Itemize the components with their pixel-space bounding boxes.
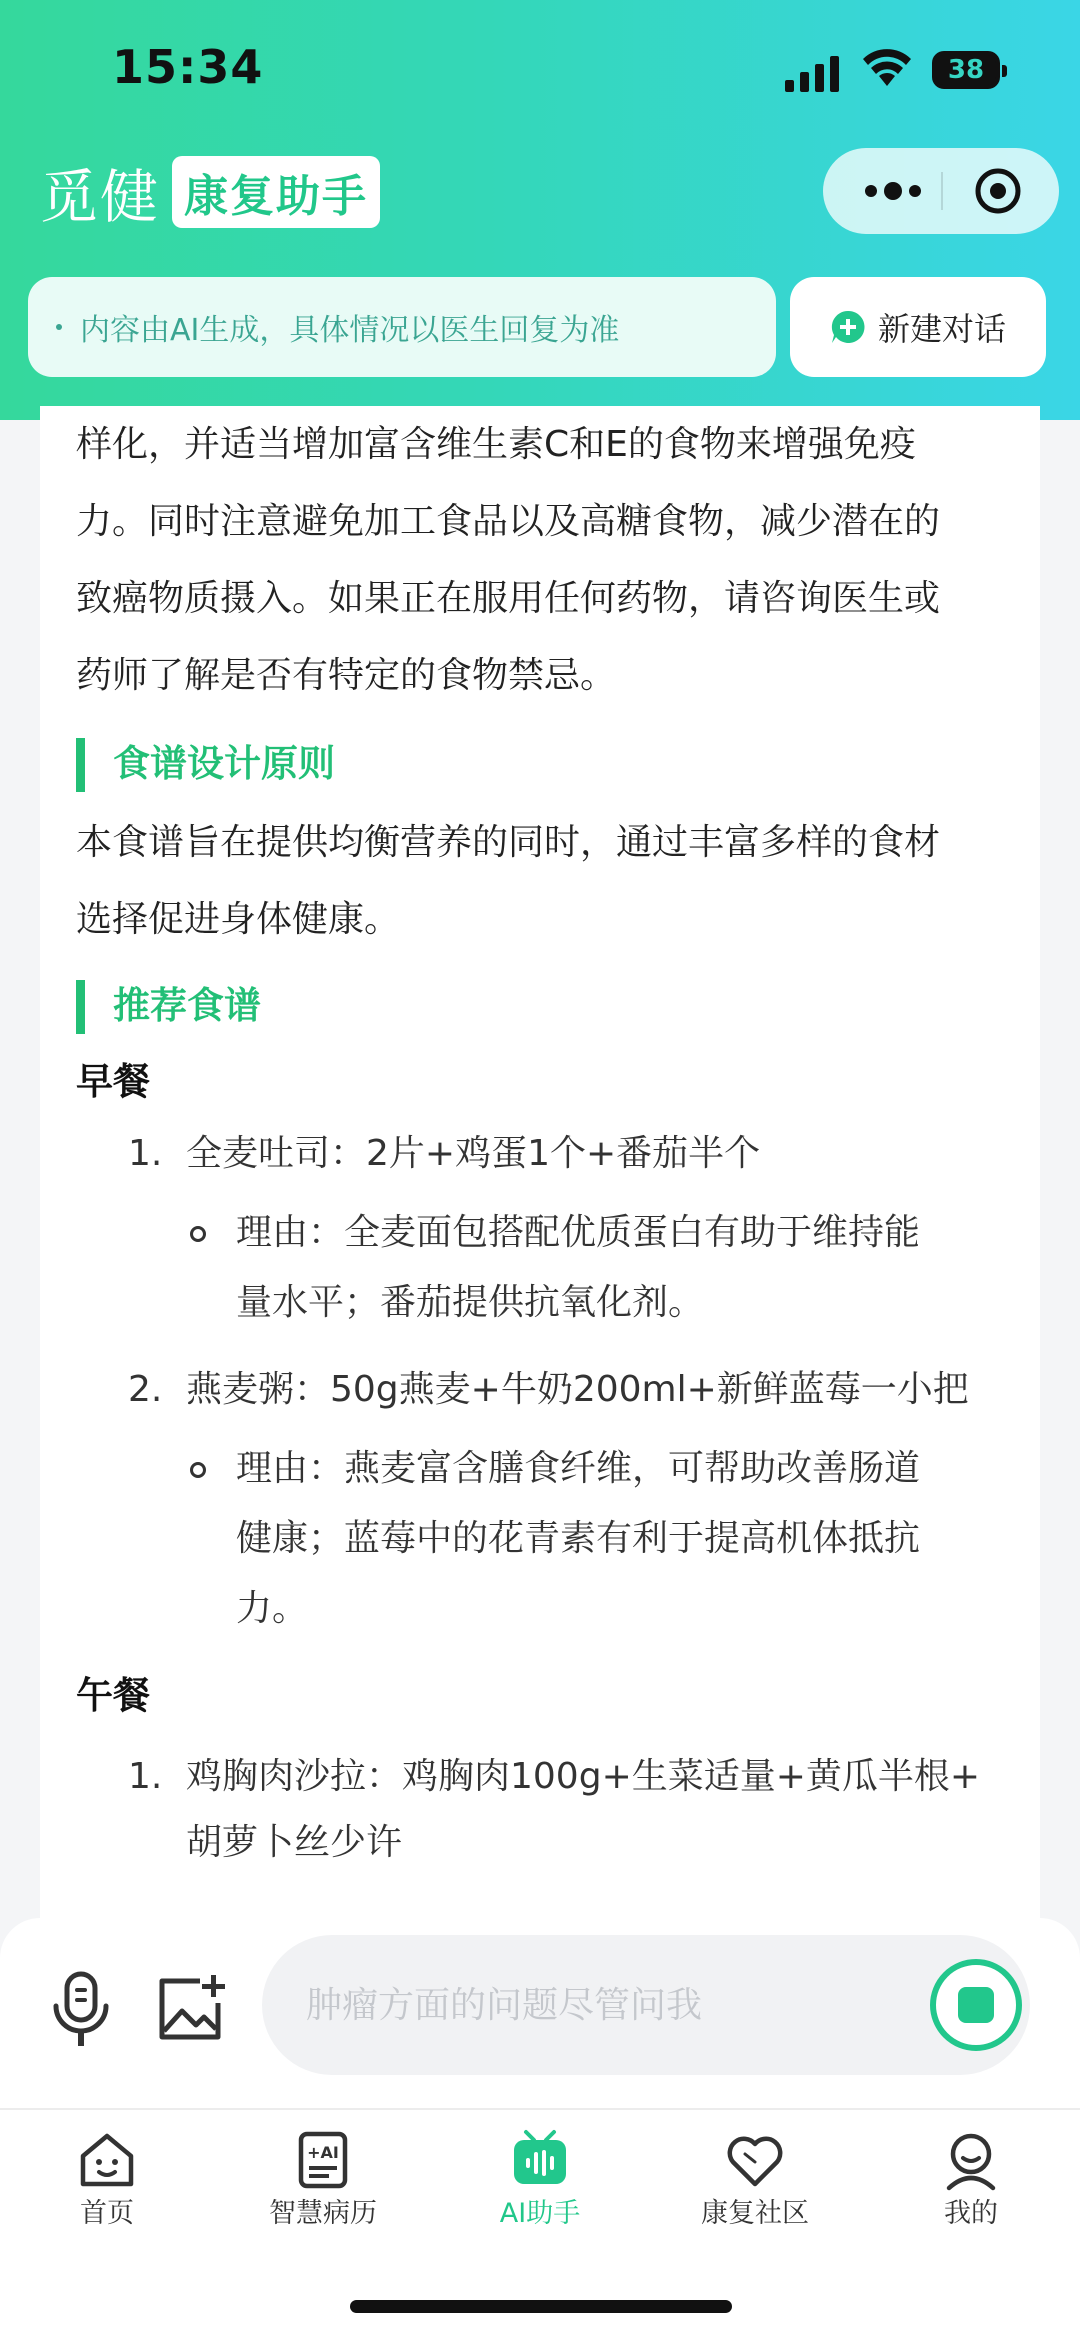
chat-input-panel <box>0 1918 1080 2108</box>
list-number: 1. <box>128 1133 163 1174</box>
tab-label: 我的 <box>944 2198 998 2229</box>
hollow-bullet-icon <box>190 1462 206 1478</box>
svg-text:+AI: +AI <box>307 2143 339 2162</box>
text-line: 健康；蓝莓中的花青素有利于提高机体抵抗 <box>236 1518 921 1559</box>
home-icon <box>75 2128 139 2192</box>
tab-ai-assistant[interactable] <box>455 2128 625 2248</box>
heart-icon <box>723 2128 787 2192</box>
plus-chat-icon <box>830 309 866 345</box>
tab-home[interactable] <box>22 2128 192 2248</box>
close-target-icon[interactable] <box>973 166 1023 216</box>
tab-label: AI助手 <box>499 2198 581 2229</box>
text-line: 选择促进身体健康。 <box>76 899 401 940</box>
more-icon[interactable] <box>853 174 933 208</box>
capsule-divider <box>941 172 943 210</box>
text-line: 力。 <box>236 1588 309 1629</box>
response-content <box>76 406 1016 1876</box>
ai-assistant-icon <box>508 2128 572 2192</box>
text-line: 理由：燕麦富含膳食纤维，可帮助改善肠道 <box>236 1448 921 1489</box>
text-line: 胡萝卜丝少许 <box>186 1822 403 1863</box>
text-line: 鸡胸肉沙拉：鸡胸肉100g+生菜适量+黄瓜半根+ <box>186 1756 981 1797</box>
text-line: 理由：全麦面包搭配优质蛋白有助于维持能 <box>236 1212 921 1253</box>
text-line: 致癌物质摄入。如果正在服用任何药物，请咨询医生或 <box>76 578 941 619</box>
intro-paragraph <box>76 406 1016 714</box>
mini-program-capsule <box>823 148 1059 234</box>
text-line: 本食谱旨在提供均衡营养的同时，通过丰富多样的食材 <box>76 822 941 863</box>
stop-icon <box>958 1987 994 2023</box>
reason-item <box>76 1434 1016 1644</box>
list-number: 1. <box>128 1756 163 1797</box>
new-chat-label: 新建对话 <box>877 310 1006 348</box>
tab-label: 首页 <box>80 2198 134 2229</box>
brand-logo <box>40 160 380 231</box>
section-title-recipes: 推荐食谱 <box>76 976 1016 1036</box>
tab-community[interactable] <box>670 2128 840 2248</box>
tab-label: 智慧病历 <box>269 2198 377 2229</box>
list-item <box>76 1124 1016 1184</box>
tab-label: 康复社区 <box>701 2198 809 2229</box>
bullet-dot <box>56 324 62 330</box>
text-line: 力。同时注意避免加工食品以及高糖食物，减少潜在的 <box>76 501 941 542</box>
wifi-icon <box>862 48 912 88</box>
brand-name: 觅健 <box>40 163 161 231</box>
image-upload-icon[interactable] <box>156 1973 226 2043</box>
brand-badge: 康复助手 <box>172 156 380 228</box>
status-bar <box>0 0 1080 140</box>
principles-paragraph <box>76 804 1016 958</box>
section-title-principles: 食谱设计原则 <box>76 734 1016 794</box>
ai-response-card <box>40 406 1040 1966</box>
text-line: 量水平；番茄提供抗氧化剂。 <box>236 1282 705 1323</box>
recipe-item: 全麦吐司：2片+鸡蛋1个+番茄半个 <box>186 1133 761 1174</box>
tab-smart-record[interactable] <box>238 2128 408 2248</box>
text-line: 药师了解是否有特定的食物禁忌。 <box>76 655 617 696</box>
list-item <box>76 1360 1016 1420</box>
list-number: 2. <box>128 1369 163 1410</box>
signal-icon <box>785 56 841 92</box>
stop-generating-button[interactable] <box>930 1959 1022 2051</box>
question-input-box <box>262 1935 1030 2075</box>
profile-icon <box>939 2128 1003 2192</box>
home-indicator <box>350 2300 732 2313</box>
reason-item <box>76 1198 1016 1338</box>
ai-record-icon <box>291 2128 355 2192</box>
tab-profile[interactable] <box>886 2128 1056 2248</box>
battery-icon <box>932 51 1000 89</box>
recipe-item: 燕麦粥：50g燕麦+牛奶200ml+新鲜蓝莓一小把 <box>186 1369 969 1410</box>
new-chat-button[interactable] <box>790 277 1046 377</box>
disclaimer-text: 内容由AI生成，具体情况以医生回复为准 <box>80 313 620 348</box>
meal-title-lunch: 午餐 <box>76 1674 150 1717</box>
text-line: 样化，并适当增加富含维生素C和E的食物来增强免疫 <box>76 424 916 465</box>
list-item <box>76 1744 1016 1876</box>
microphone-icon[interactable] <box>48 1970 114 2050</box>
battery-level: 38 <box>947 55 985 85</box>
hollow-bullet-icon <box>190 1226 206 1242</box>
ai-disclaimer-banner <box>28 277 776 377</box>
question-input[interactable] <box>306 1935 866 2075</box>
meal-title-breakfast: 早餐 <box>76 1060 150 1103</box>
status-time: 15:34 <box>112 40 264 94</box>
